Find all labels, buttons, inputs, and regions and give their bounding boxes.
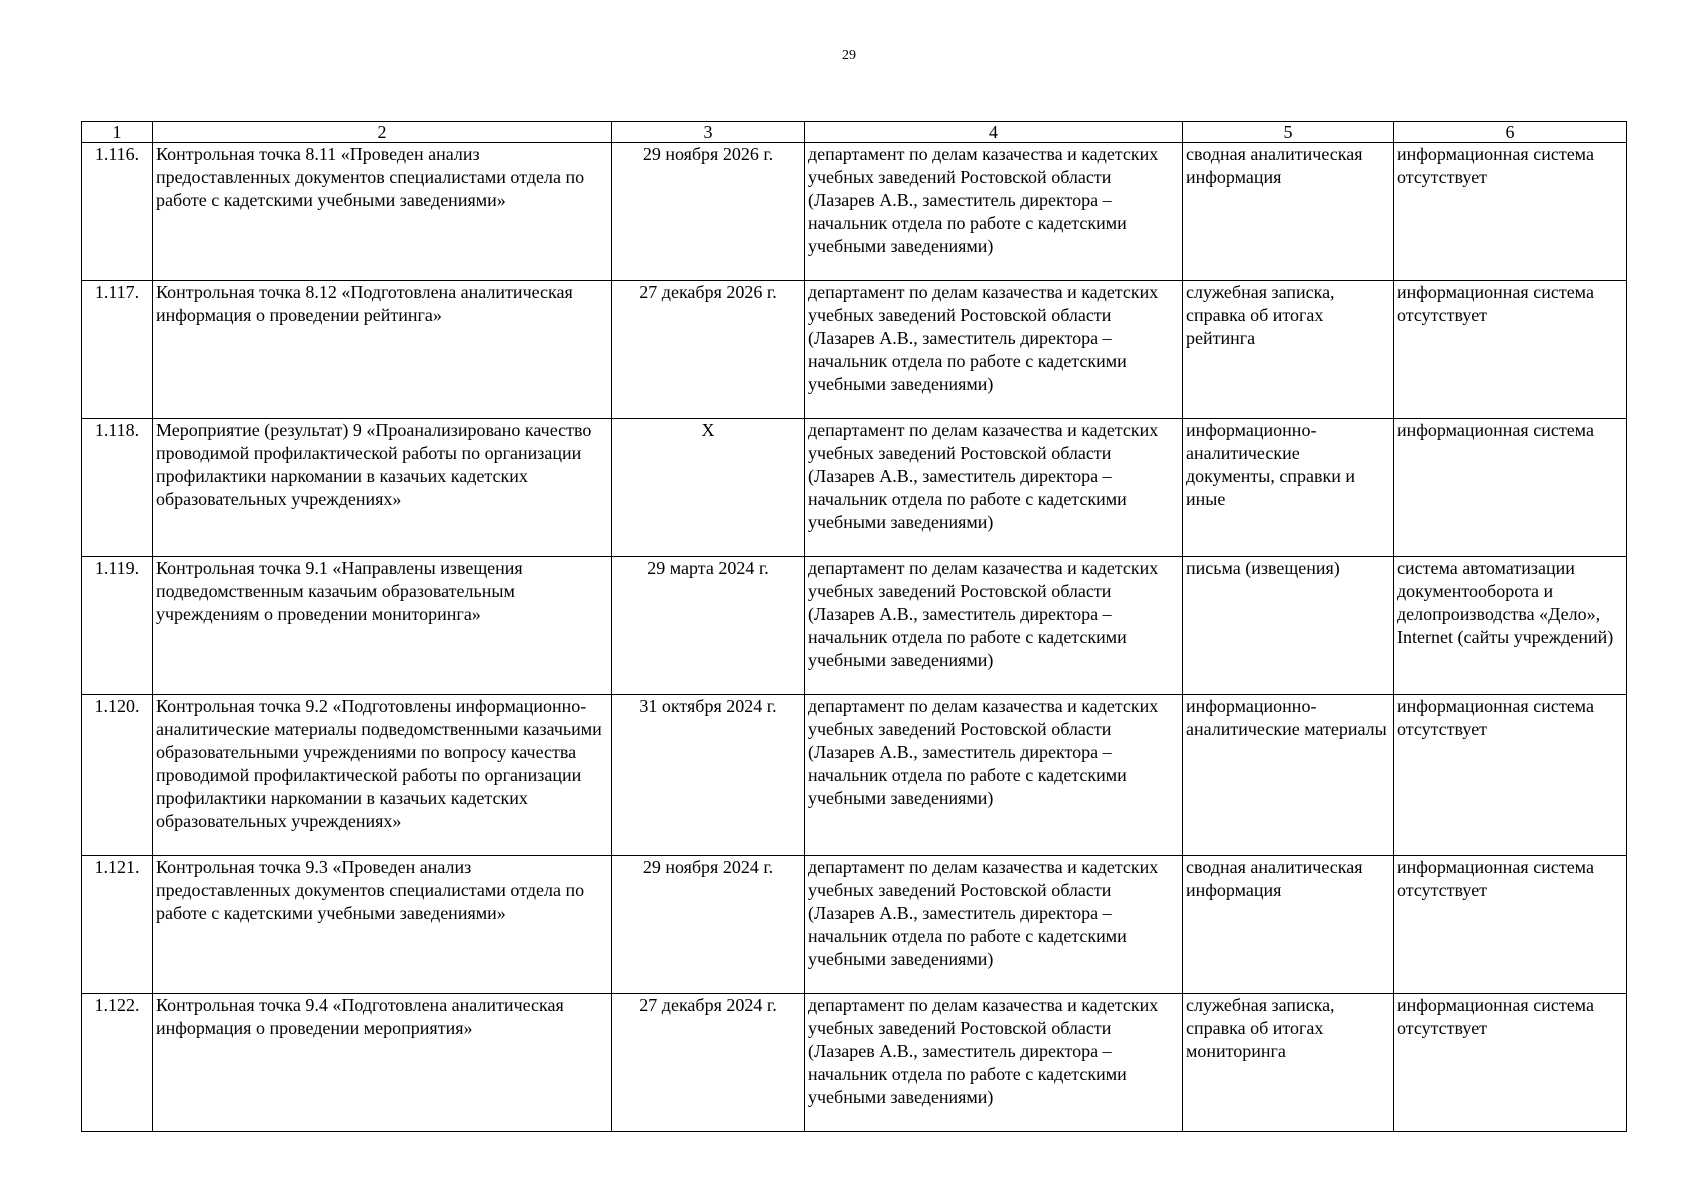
header-cell: 4 (805, 122, 1183, 143)
deadline-date: 29 марта 2024 г. (612, 557, 805, 695)
header-cell: 2 (153, 122, 612, 143)
deadline-date: X (612, 419, 805, 557)
row-number: 1.122. (82, 994, 153, 1132)
row-number: 1.116. (82, 143, 153, 281)
deadline-date: 29 ноября 2026 г. (612, 143, 805, 281)
document-type: служебная записка, справка об итогах рейтинга (1183, 281, 1394, 419)
responsible-executor: департамент по делам казачества и кадетских учебных заведений Ростовской области (Лазарев А.В., заместитель директора – начальник отдела по работе с кадетскими учебными заведениями) (805, 994, 1183, 1132)
table-row (82, 557, 1627, 695)
document-type: сводная аналитическая информация (1183, 856, 1394, 994)
responsible-executor: департамент по делам казачества и кадетских учебных заведений Ростовской области (Лазарев А.В., заместитель директора – начальник отдела по работе с кадетскими учебными заведениями) (805, 281, 1183, 419)
event-name: Контрольная точка 9.2 «Подготовлены информационно-аналитические материалы подведомственными казачьими образовательными учреждениями по вопросу качества проводимой профилактической работы по организации профилактики наркомании в казачьих кадетских образовательных учреждениях» (153, 695, 612, 856)
header-cell: 5 (1183, 122, 1394, 143)
row-number: 1.119. (82, 557, 153, 695)
responsible-executor: департамент по делам казачества и кадетских учебных заведений Ростовской области (Лазарев А.В., заместитель директора – начальник отдела по работе с кадетскими учебными заведениями) (805, 557, 1183, 695)
information-system: информационная система отсутствует (1394, 695, 1627, 856)
table-row (82, 281, 1627, 419)
information-system: информационная система отсутствует (1394, 994, 1627, 1132)
responsible-executor: департамент по делам казачества и кадетских учебных заведений Ростовской области (Лазарев А.В., заместитель директора – начальник отдела по работе с кадетскими учебными заведениями) (805, 856, 1183, 994)
table-row (82, 695, 1627, 856)
document-type: сводная аналитическая информация (1183, 143, 1394, 281)
document-type: письма (извещения) (1183, 557, 1394, 695)
information-system: информационная система (1394, 419, 1627, 557)
deadline-date: 27 декабря 2026 г. (612, 281, 805, 419)
table-row (82, 856, 1627, 994)
table-row (82, 143, 1627, 281)
deadline-date: 29 ноября 2024 г. (612, 856, 805, 994)
document-type: информационно-аналитические документы, справки и иные (1183, 419, 1394, 557)
event-name: Мероприятие (результат) 9 «Проанализировано качество проводимой профилактической работы по организации профилактики наркомании в казачьих кадетских образовательных учреждениях» (153, 419, 612, 557)
deadline-date: 31 октября 2024 г. (612, 695, 805, 856)
information-system: информационная система отсутствует (1394, 143, 1627, 281)
document-type: информационно-аналитические материалы (1183, 695, 1394, 856)
document-type: служебная записка, справка об итогах мониторинга (1183, 994, 1394, 1132)
event-name: Контрольная точка 9.3 «Проведен анализ предоставленных документов специалистами отдела по работе с кадетскими учебными заведениями» (153, 856, 612, 994)
row-number: 1.118. (82, 419, 153, 557)
row-number: 1.120. (82, 695, 153, 856)
responsible-executor: департамент по делам казачества и кадетских учебных заведений Ростовской области (Лазарев А.В., заместитель директора – начальник отдела по работе с кадетскими учебными заведениями) (805, 419, 1183, 557)
deadline-date: 27 декабря 2024 г. (612, 994, 805, 1132)
event-name: Контрольная точка 9.1 «Направлены извещения подведомственным казачьим образовательным учреждениям о проведении мониторинга» (153, 557, 612, 695)
responsible-executor: департамент по делам казачества и кадетских учебных заведений Ростовской области (Лазарев А.В., заместитель директора – начальник отдела по работе с кадетскими учебными заведениями) (805, 143, 1183, 281)
responsible-executor: департамент по делам казачества и кадетских учебных заведений Ростовской области (Лазарев А.В., заместитель директора – начальник отдела по работе с кадетскими учебными заведениями) (805, 695, 1183, 856)
header-cell: 6 (1394, 122, 1627, 143)
table-row (82, 994, 1627, 1132)
information-system: информационная система отсутствует (1394, 856, 1627, 994)
event-name: Контрольная точка 8.12 «Подготовлена аналитическая информация о проведении рейтинга» (153, 281, 612, 419)
plan-table (81, 121, 1627, 1132)
table-row (82, 419, 1627, 557)
header-cell: 3 (612, 122, 805, 143)
information-system: информационная система отсутствует (1394, 281, 1627, 419)
header-cell: 1 (82, 122, 153, 143)
row-number: 1.121. (82, 856, 153, 994)
row-number: 1.117. (82, 281, 153, 419)
page-number: 29 (842, 48, 856, 63)
event-name: Контрольная точка 8.11 «Проведен анализ предоставленных документов специалистами отдела по работе с кадетскими учебными заведениями» (153, 143, 612, 281)
event-name: Контрольная точка 9.4 «Подготовлена аналитическая информация о проведении мероприятия» (153, 994, 612, 1132)
table-header-row (82, 122, 1627, 143)
information-system: система автоматизации документооборота и делопроизводства «Дело», Internet (сайты учреждений) (1394, 557, 1627, 695)
